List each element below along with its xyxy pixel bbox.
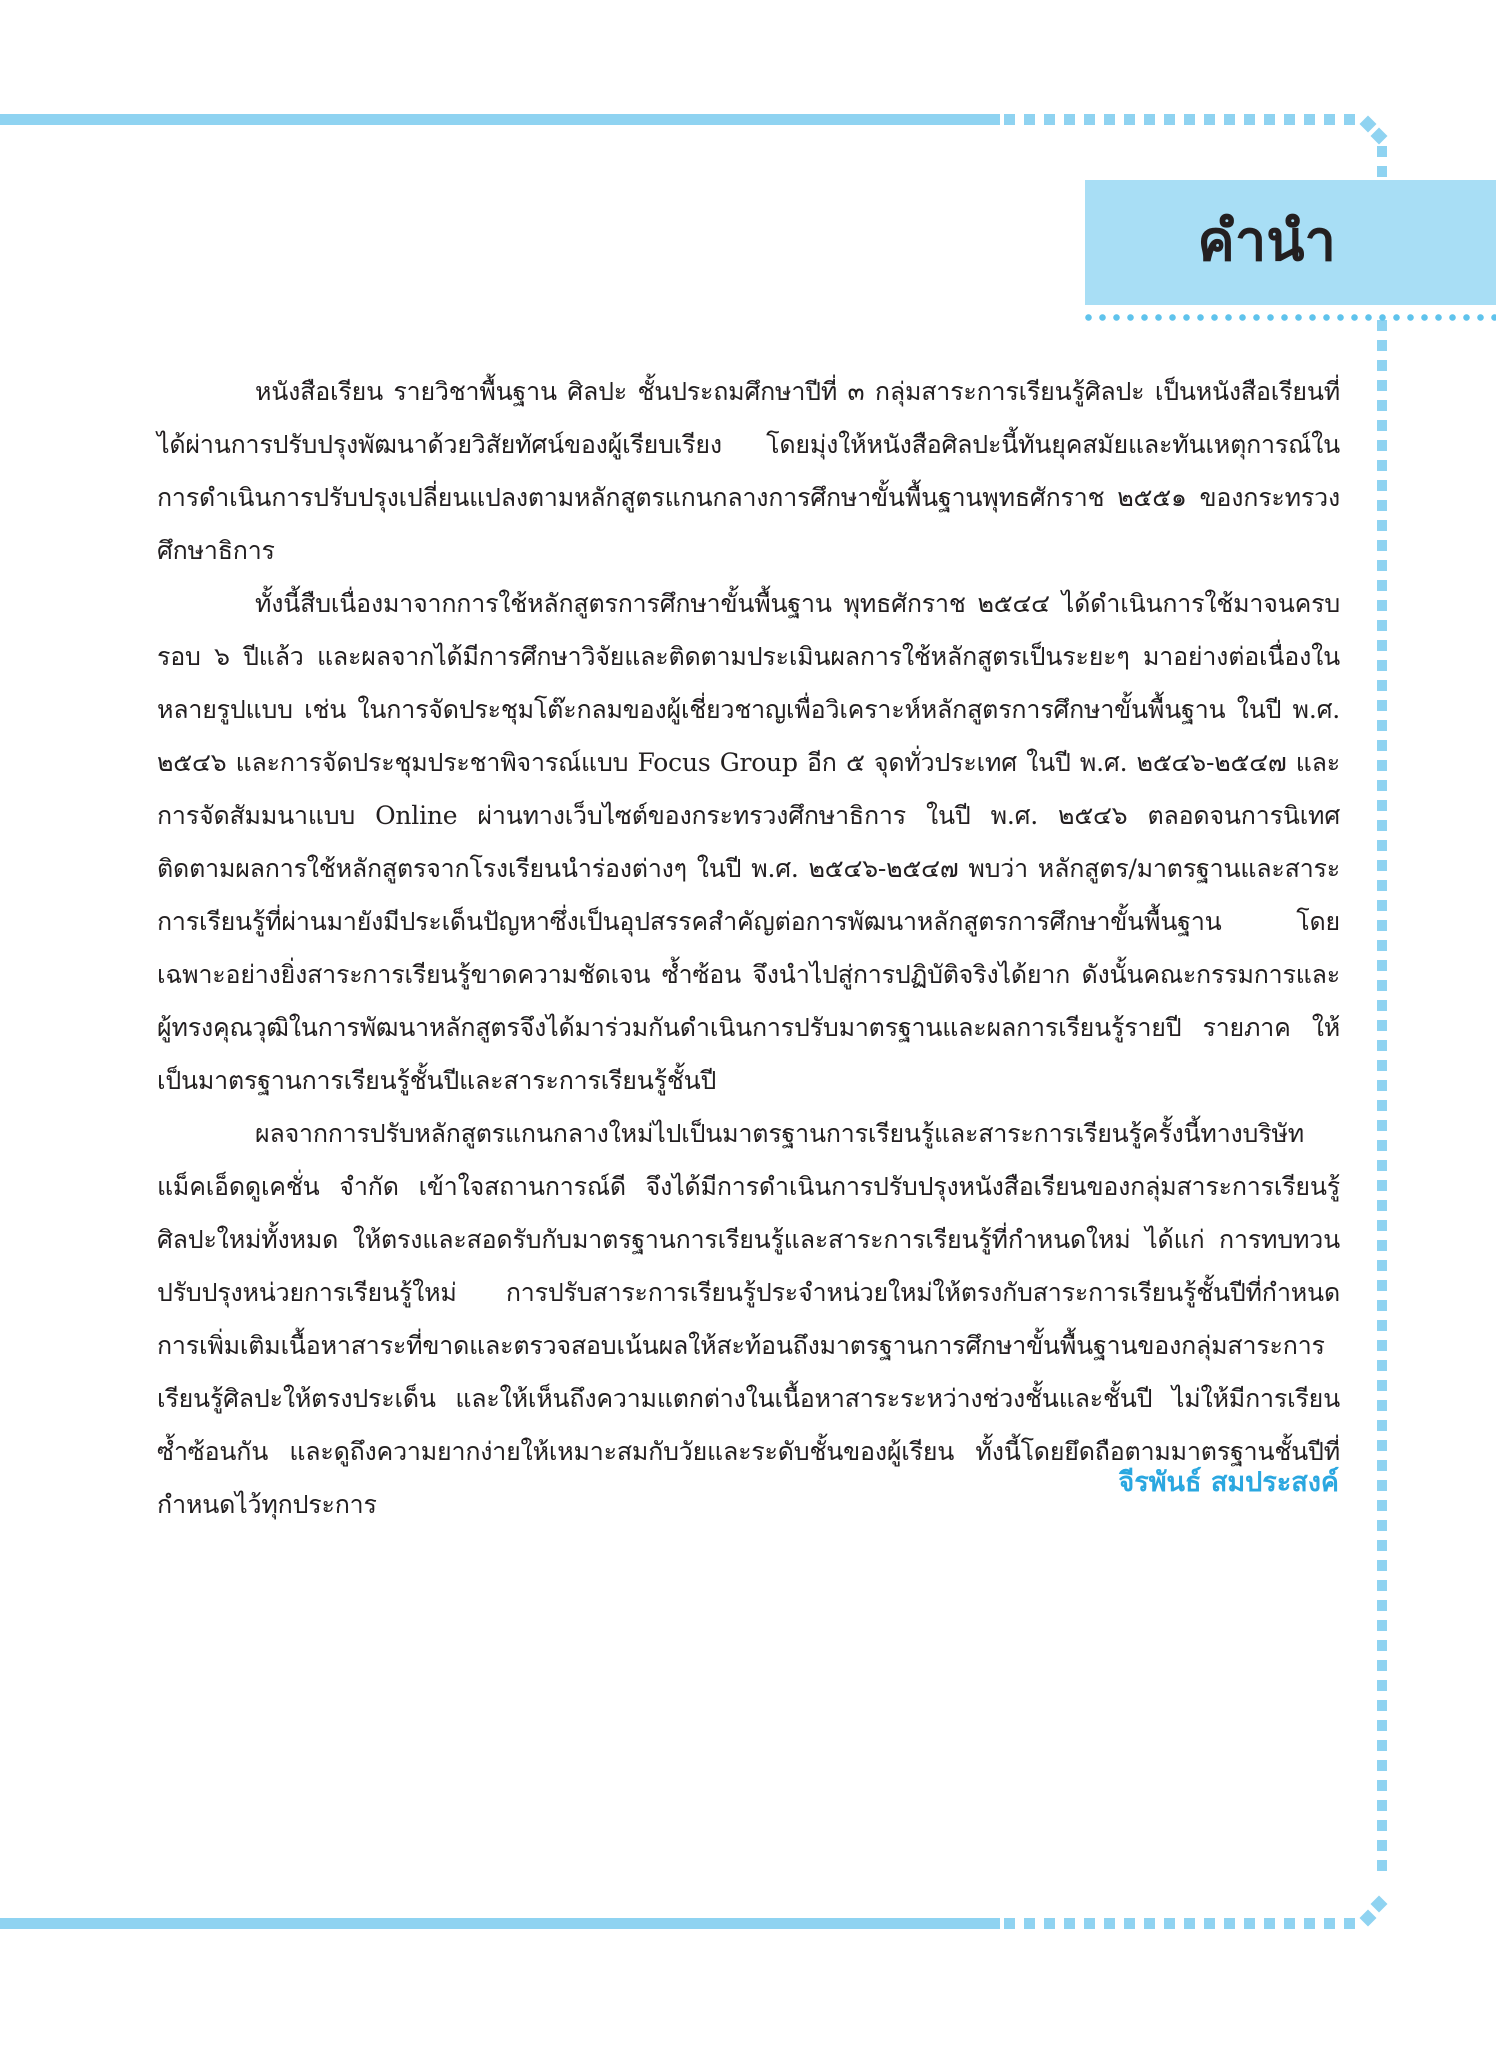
top-right-corner-dot [1360,116,1377,133]
title-tab [1085,180,1496,305]
paragraph: ผลจากการปรับหลักสูตรแกนกลางใหม่ไปเป็นมาตรฐานการเรียนรู้และสาระการเรียนรู้ครั้งนี้ทางบริษัท แม็คเอ็ดดูเคชั่น จำกัด เข้าใจสถานการณ์ดี จึงได้มีการดำเนินการปรับปรุงหนังสือเรียนของกลุ่มสาระการเรียนรู้ศิลปะใหม่ทั้งหมด ให้ตรงและสอดรับกับมาตรฐานการเรียนรู้และสาระการเรียนรู้ที่กำหนดใหม่ ได้แก่ การทบทวนปรับปรุงหน่วยการเรียนรู้ใหม่ การปรับสาระการเรียนรู้ประจำหน่วยใหม่ให้ตรงกับสาระการเรียนรู้ชั้นปีที่กำหนด การเพิ่มเติมเนื้อหาสาระที่ขาดและตรวจสอบเน้นผลให้สะท้อนถึงมาตรฐานการศึกษาขั้นพื้นฐานของกลุ่มสาระการเรียนรู้ศิลปะให้ตรงประเด็น และให้เห็นถึงความแตกต่างในเนื้อหาสาระระหว่างช่วงชั้นและชั้นปี ไม่ให้มีการเรียนซ้ำซ้อนกัน และดูถึงความยากง่ายให้เหมาะสมกับวัยและระดับชั้นของผู้เรียน ทั้งนี้โดยยึดถือตามมาตรฐานชั้นปีที่กำหนดไว้ทุกประการ [157,1119,1340,1519]
top-right-corner-dot [1371,128,1388,145]
preface-body [157,365,1340,1531]
title-dotted-underline [1085,314,1496,321]
author-signature: จีรพันธ์ สมประสงค์ [1118,1467,1339,1498]
top-border-dashes [1004,114,1356,125]
bottom-border-line [0,1918,1000,1929]
page-title: คำนำ [1197,209,1336,274]
bottom-border-dashes [1004,1918,1356,1929]
paragraph: ทั้งนี้สืบเนื่องมาจากการใช้หลักสูตรการศึกษาขั้นพื้นฐาน พุทธศักราช ๒๕๔๔ ได้ดำเนินการใช้มาจนครบรอบ ๖ ปีแล้ว และผลจากได้มีการศึกษาวิจัยและติดตามประเมินผลการใช้หลักสูตรเป็นระยะๆ มาอย่างต่อเนื่องในหลายรูปแบบ เช่น ในการจัดประชุมโต๊ะกลมของผู้เชี่ยวชาญเพื่อวิเคราะห์หลักสูตรการศึกษาขั้นพื้นฐาน ในปี พ.ศ. ๒๕๔๖ และการจัดประชุมประชาพิจารณ์แบบ Focus Group อีก ๕ จุดทั่วประเทศ ในปี พ.ศ. ๒๕๔๖-๒๕๔๗ และการจัดสัมมนาแบบ Online ผ่านทางเว็บไซต์ของกระทรวงศึกษาธิการ ในปี พ.ศ. ๒๕๔๖ ตลอดจนการนิเทศติดตามผลการใช้หลักสูตรจากโรงเรียนนำร่องต่างๆ ในปี พ.ศ. ๒๕๔๖-๒๕๔๗ พบว่า หลักสูตร/มาตรฐานและสาระการเรียนรู้ที่ผ่านมายังมีประเด็นปัญหาซึ่งเป็นอุปสรรคสำคัญต่อการพัฒนาหลักสูตรการศึกษาขั้นพื้นฐาน โดยเฉพาะอย่างยิ่งสาระการเรียนรู้ขาดความชัดเจน ซ้ำซ้อน จึงนำไปสู่การปฏิบัติจริงได้ยาก ดังนั้นคณะกรรมการและผู้ทรงคุณวุฒิในการพัฒนาหลักสูตรจึงได้มาร่วมกันดำเนินการปรับมาตรฐานและผลการเรียนรู้รายปี รายภาค ให้เป็นมาตรฐานการเรียนรู้ชั้นปีและสาระการเรียนรู้ชั้นปี [157,589,1340,1095]
paragraph: หนังสือเรียน รายวิชาพื้นฐาน ศิลปะ ชั้นประถมศึกษาปีที่ ๓ กลุ่มสาระการเรียนรู้ศิลปะ เป็นหนังสือเรียนที่ได้ผ่านการปรับปรุงพัฒนาด้วยวิสัยทัศน์ของผู้เรียบเรียง โดยมุ่งให้หนังสือศิลปะนี้ทันยุคสมัยและทันเหตุการณ์ในการดำเนินการปรับปรุงเปลี่ยนแปลงตามหลักสูตรแกนกลางการศึกษาขั้นพื้นฐานพุทธศักราช ๒๕๕๑ ของกระทรวงศึกษาธิการ [157,377,1340,565]
top-border-line [0,114,1000,125]
bottom-right-corner-dot [1371,1896,1388,1913]
bottom-right-corner-dot [1360,1910,1377,1927]
right-border-dashes [1377,320,1387,1880]
